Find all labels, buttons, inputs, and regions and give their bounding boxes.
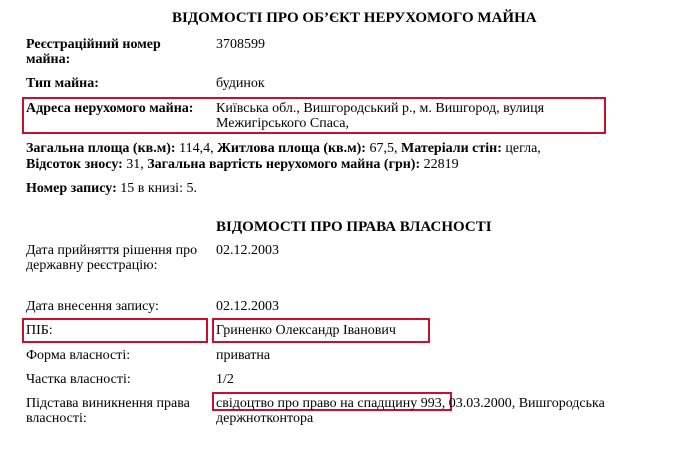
record-value: 15 в книзі: 5. [120, 181, 197, 196]
address-label: Адреса нерухомого майна: [26, 101, 194, 116]
basis-value-line2: держнотконтора [216, 411, 314, 426]
share-label: Частка власності: [26, 372, 131, 387]
name-value: Гриненко Олександр Іванович [216, 323, 396, 338]
decision-date-value: 02.12.2003 [216, 243, 279, 258]
wear-label: Відсоток зносу: [26, 157, 123, 172]
living-area-label: Житлова площа (кв.м): [217, 141, 366, 156]
type-label: Тип майна: [26, 76, 99, 91]
total-area-value: 114,4, [179, 141, 214, 156]
entry-date-label: Дата внесення запису: [26, 299, 159, 314]
record-details [26, 181, 197, 196]
basis-value [216, 396, 676, 411]
wear-details [26, 157, 459, 172]
type-value: будинок [216, 76, 265, 91]
reg-number-value: 3708599 [216, 37, 265, 52]
total-area-label: Загальна площа (кв.м): [26, 141, 176, 156]
entry-date-value: 02.12.2003 [216, 299, 279, 314]
rights-heading: ВІДОМОСТІ ПРО ПРАВА ВЛАСНОСТІ [216, 219, 492, 235]
form-value: приватна [216, 348, 271, 363]
value-label: Загальна вартість нерухомого майна (грн): [147, 157, 421, 172]
record-label: Номер запису: [26, 181, 117, 196]
address-value: Київська обл., Вишгородський р., м. Вишгород, вулиця Межигірського Спаса, [216, 101, 545, 131]
decision-date-label: Дата прийняття рішення про державну реєстрацію: [26, 243, 198, 273]
value-value: 22819 [423, 157, 459, 172]
basis-details: 993, 03.03.2000, Вишгородська [417, 396, 605, 411]
living-area-value: 67,5, [369, 141, 398, 156]
reg-number-label: Реєстраційний номер майна: [26, 37, 161, 67]
share-value: 1/2 [216, 372, 234, 387]
basis-label: Підстава виникнення права власності: [26, 396, 190, 426]
wear-value: 31, [126, 157, 144, 172]
walls-label: Матеріали стін: [400, 141, 502, 156]
property-heading: ВІДОМОСТІ ПРО ОБ’ЄКТ НЕРУХОМОГО МАЙНА [172, 10, 537, 26]
name-label: ПІБ: [26, 323, 53, 338]
area-details [26, 141, 541, 156]
form-label: Форма власності: [26, 348, 131, 363]
basis-document: свідоцтво про право на спадщину [216, 396, 418, 411]
walls-value: цегла, [505, 141, 541, 156]
